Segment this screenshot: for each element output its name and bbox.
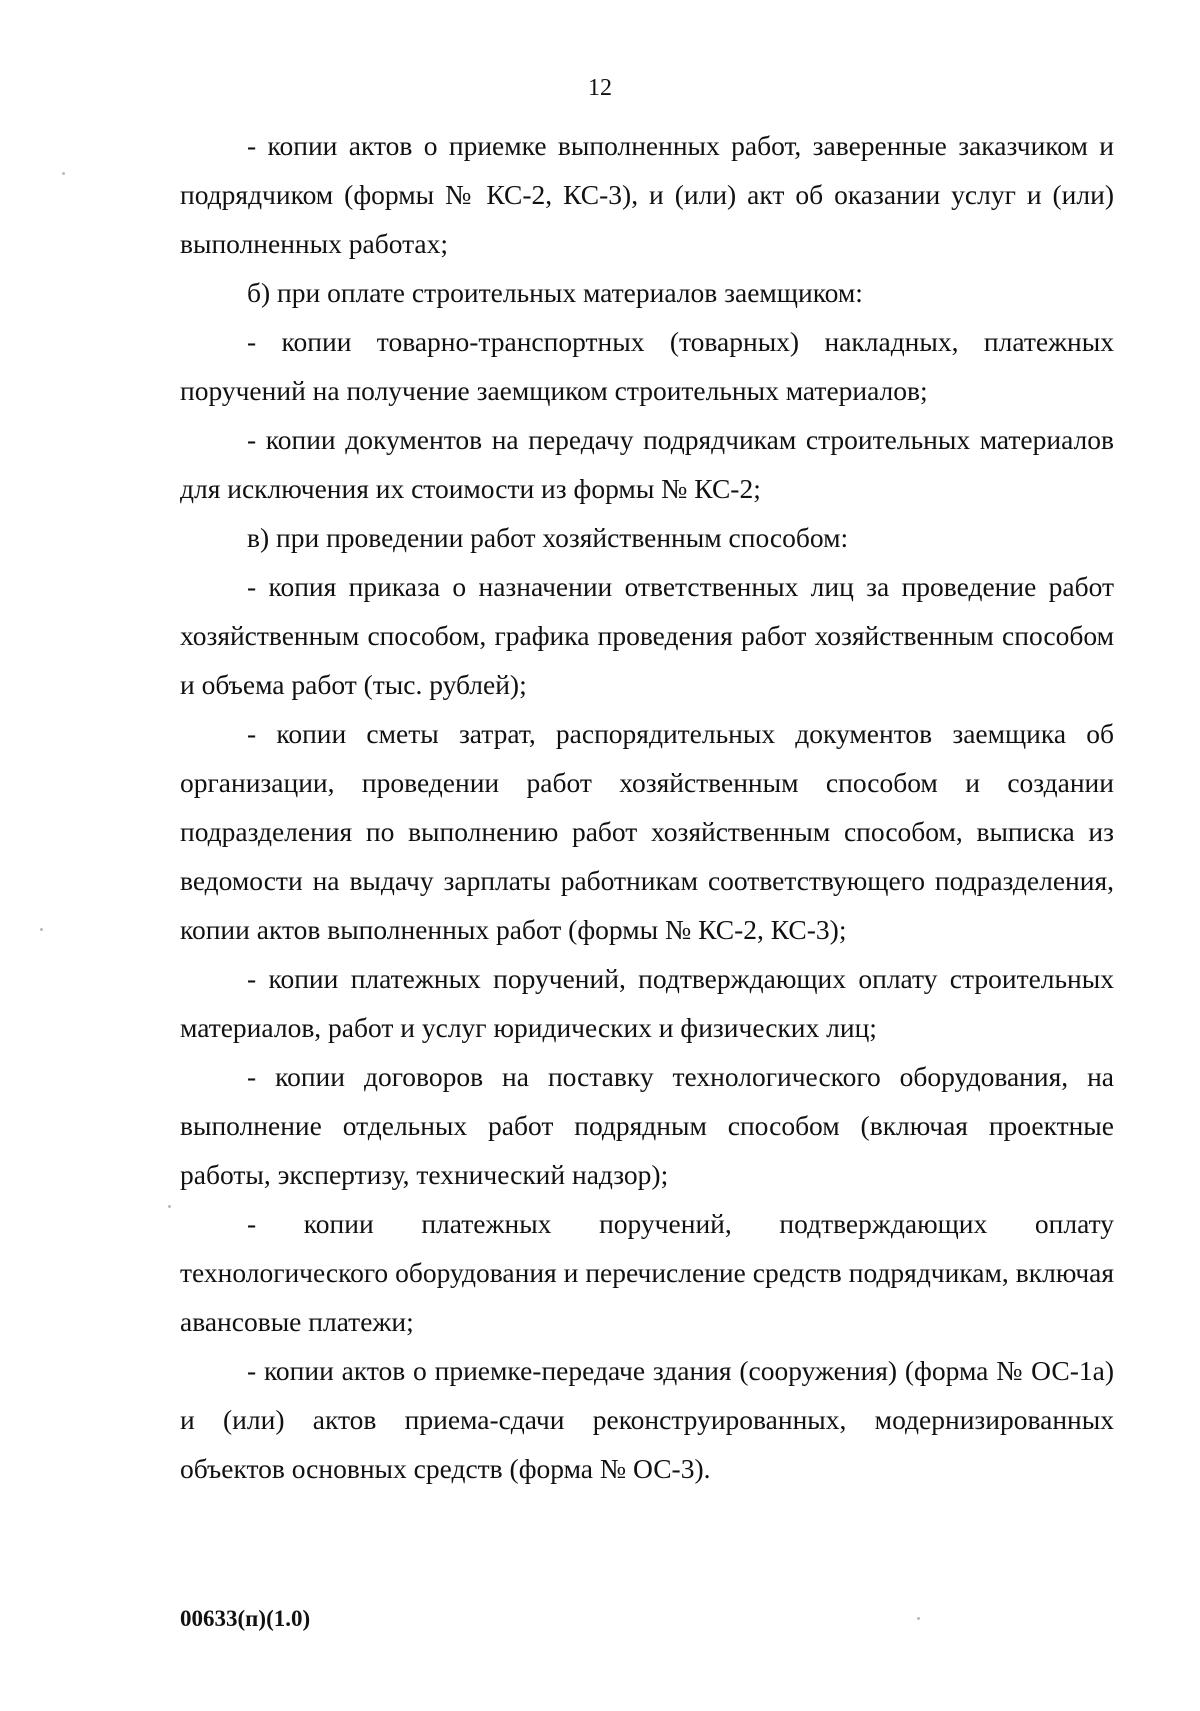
document-code: 00633(п)(1.0) xyxy=(180,1606,311,1631)
paragraph-payment-orders-materials: - копии платежных поручений, подтверждающих оплату строительных материалов, работ и услуг юридических и физических лиц; xyxy=(180,963,1114,1043)
scan-speck xyxy=(62,172,65,175)
paragraph-order-copy: - копия приказа о назначении ответственных лиц за проведение работ хозяйственным способом, графика проведения работ хозяйственным способом и объема работ (тыс. рублей); xyxy=(180,571,1114,700)
paragraph-materials-transfer: - копии документов на передачу подрядчикам строительных материалов для исключения их стоимости из формы № КС-2; xyxy=(180,424,1114,504)
paragraph-equipment-contracts: - копии договоров на поставку технологического оборудования, на выполнение отдельных работ подрядным способом (включая проектные работы, экспертизу, технический надзор); xyxy=(180,1061,1114,1190)
scan-speck xyxy=(168,1205,171,1208)
paragraph-acts-ks2-ks3: - копии актов о приемке выполненных работ, заверенные заказчиком и подрядчиком (формы № КС-2, КС-3), и (или) акт об оказании услуг и (или) выполненных работах; xyxy=(180,130,1114,259)
paragraph-waybills: - копии товарно-транспортных (товарных) накладных, платежных поручений на получение заемщиком строительных материалов; xyxy=(180,326,1114,406)
scan-speck xyxy=(40,928,43,931)
paragraph-cost-estimate: - копии сметы затрат, распорядительных документов заемщика об организации, проведении работ хозяйственным способом и создании подразделения по выполнению работ хозяйственным способом, выписка из ведомости на выдачу зарплаты работникам соответствующего подразделения, копии актов выполненных работ (формы № КС-2, КС-3); xyxy=(180,718,1114,945)
paragraph-item-v-heading: в) при проведении работ хозяйственным способом: xyxy=(247,522,849,553)
document-body xyxy=(180,121,1114,1493)
paragraph-acceptance-acts-os: - копии актов о приемке-передаче здания (сооружения) (форма № ОС-1а) и (или) актов приема-сдачи реконструированных, модернизированных объектов основных средств (форма № ОС-3). xyxy=(180,1355,1114,1484)
page-number: 12 xyxy=(588,75,612,101)
paragraph-payment-orders-equipment: - копии платежных поручений, подтверждающих оплату технологического оборудования и перечисление средств подрядчикам, включая авансовые платежи; xyxy=(180,1208,1114,1337)
paragraph-item-b-heading: б) при оплате строительных материалов заемщиком: xyxy=(247,277,863,308)
scan-speck xyxy=(917,1617,920,1620)
